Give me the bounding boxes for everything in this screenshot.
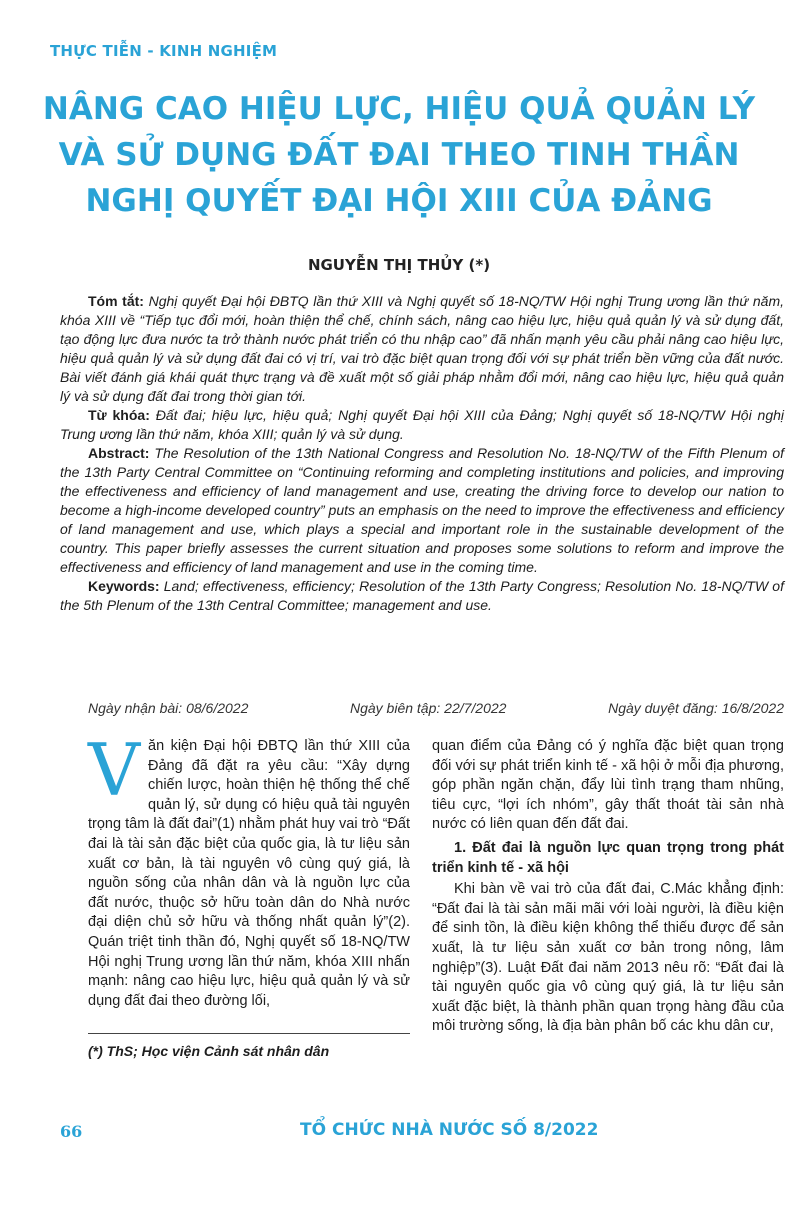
- footnote-divider: [88, 1033, 410, 1034]
- date-received: Ngày nhận bài: 08/6/2022: [88, 700, 249, 716]
- keywords-en-text: Land; effectiveness, efficiency; Resolution of the 13th Party Congress; Resolution No. 18-NQ/TW of the 5th Plenum of the 13th Central Committee; management and use.: [60, 578, 784, 613]
- date-approved: Ngày duyệt đăng: 16/8/2022: [608, 700, 784, 716]
- section-heading: 1. Đất đai là nguồn lực quan trọng trong phát triển kinh tế - xã hội: [432, 839, 784, 876]
- page-number: 66: [60, 1122, 83, 1141]
- body-left-text: ăn kiện Đại hội ĐBTQ lần thứ XIII của Đảng đã đặt ra yêu cầu: “Xây dựng chiến lược, hoàn thiện hệ thống thể chế quản lý, sử dụng có hiệu quả tài nguyên trọng tâm là đất đai”(1) nhằm phát huy vai trò “Đất đai là tài sản đặc biệt của quốc gia, là tư liệu sản xuất cơ bản, là tài nguyên vô cùng quý giá, là nguồn sống của nhân dân và là nguồn lực của đất nước, thuộc sở hữu toàn dân do Nhà nước đại diện chủ sở hữu và thống nhất quản lý”(2). Quán triệt tinh thần đó, Nghị quyết số 18-NQ/TW Hội nghị Trung ương lần thứ năm, khóa XIII nhấn mạnh: nâng cao hiệu lực, hiệu quả quản lý và sử dụng đất đai theo đường lối,: [88, 738, 410, 1009]
- abstract-text: The Resolution of the 13th National Congress and Resolution No. 18-NQ/TW of the Fifth Plenum of the 13th Party Central Committee on “Continuing reforming and completing institutions and policies, and improving the effectiveness and efficiency of land management and use, creating the driving force to develop our nation to become a high-income developed country” puts an emphasis on the need to improve the effectiveness and efficiency of land management and use, which plays a special and important role in the sustainable development of the country. This paper briefly assesses the current situation and proposes some solutions to reform and improve the effectiveness and efficiency of land management and use in the coming time.: [60, 445, 785, 575]
- drop-cap: V: [88, 728, 140, 812]
- section-label: THỰC TIỄN - KINH NGHIỆM: [50, 42, 278, 60]
- keywords-vi-text: Đất đai; hiệu lực, hiệu quả; Nghị quyết Đại hội XIII của Đảng; Nghị quyết số 18-NQ/TW Hội nghị Trung ương lần thứ năm, khóa XIII; quản lý và sử dụng.: [60, 407, 785, 442]
- keywords-en-paragraph: [60, 577, 784, 615]
- body-left-column: [88, 728, 410, 1011]
- date-edited: Ngày biên tập: 22/7/2022: [349, 700, 507, 716]
- keywords-en-label: Keywords:: [88, 578, 160, 594]
- summary-text: Nghị quyết Đại hội ĐBTQ lần thứ XIII và Nghị quyết số 18-NQ/TW Hội nghị Trung ương lần thứ năm, khóa XIII về “Tiếp tục đổi mới, hoàn thiện thể chế, chính sách, nâng cao hiệu lực, hiệu quả quản lý và sử dụng đất, tạo động lực đưa nước ta trở thành nước phát triển có thu nhập cao” đã nhấn mạnh yêu cầu phải nâng cao hiệu lực, hiệu quả quản lý và sử dụng đất đai có vị trí, vai trò đặc biệt quan trọng đối với sự phát triển bền vững của đất nước. Bài viết đánh giá khái quát thực trạng và đề xuất một số giải pháp nhằm đổi mới, nâng cao hiệu lực, hiệu quả quản lý và sử dụng đất đai trong thời gian tới.: [60, 293, 784, 404]
- body-paragraph: quan điểm của Đảng có ý nghĩa đặc biệt quan trọng đối với sự phát triển kinh tế - xã hội ở mỗi địa phương, góp phần ngăn chặn, đẩy lùi tình trạng tham nhũng, tiêu cực, “lợi ích nhóm”, gây thất thoát tài sản nhà nước có liên quan đến đất đai.: [432, 738, 784, 833]
- abstract-paragraph: [60, 444, 784, 577]
- abstract-label: Abstract:: [88, 445, 150, 461]
- body-paragraph: Khi bàn về vai trò của đất đai, C.Mác khẳng định: “Đất đai là tài sản mãi mãi với loài người, là điều kiện để sinh tồn, là điều kiện không thể thiếu được để sản xuất, là tư liệu sản xuất cơ bản trong nông, lâm nghiệp”(3). Luật Đất đai năm 2013 nêu rõ: “Đất đai là tài nguyên quốc gia vô cùng quý giá, là tư liệu sản xuất đặc biệt, là thành phần quan trọng hàng đầu của môi trường sống, là địa bàn phân bố các khu dân cư,: [432, 881, 784, 1035]
- title-line: NÂNG CAO HIỆU LỰC, HIỆU QUẢ QUẢN LÝ: [42, 91, 756, 127]
- body-paragraph: [88, 728, 410, 1011]
- article-title: [40, 86, 758, 224]
- title-line: NGHỊ QUYẾT ĐẠI HỘI XIII CỦA ĐẢNG: [85, 183, 713, 219]
- body-right-column: [432, 737, 784, 1037]
- summary-label: Tóm tắt:: [88, 293, 144, 309]
- keywords-vi-label: Từ khóa:: [88, 407, 150, 423]
- title-line: VÀ SỬ DỤNG ĐẤT ĐAI THEO TINH THẦN: [58, 137, 740, 173]
- journal-footer: TỔ CHỨC NHÀ NƯỚC SỐ 8/2022: [300, 1120, 599, 1140]
- abstract-block: [60, 292, 784, 615]
- summary-paragraph: [60, 292, 784, 406]
- author-footnote: (*) ThS; Học viện Cảnh sát nhân dân: [88, 1043, 330, 1059]
- author-name: NGUYỄN THỊ THỦY (*): [307, 256, 491, 274]
- keywords-vi-paragraph: [60, 406, 784, 444]
- publication-dates: [88, 700, 784, 716]
